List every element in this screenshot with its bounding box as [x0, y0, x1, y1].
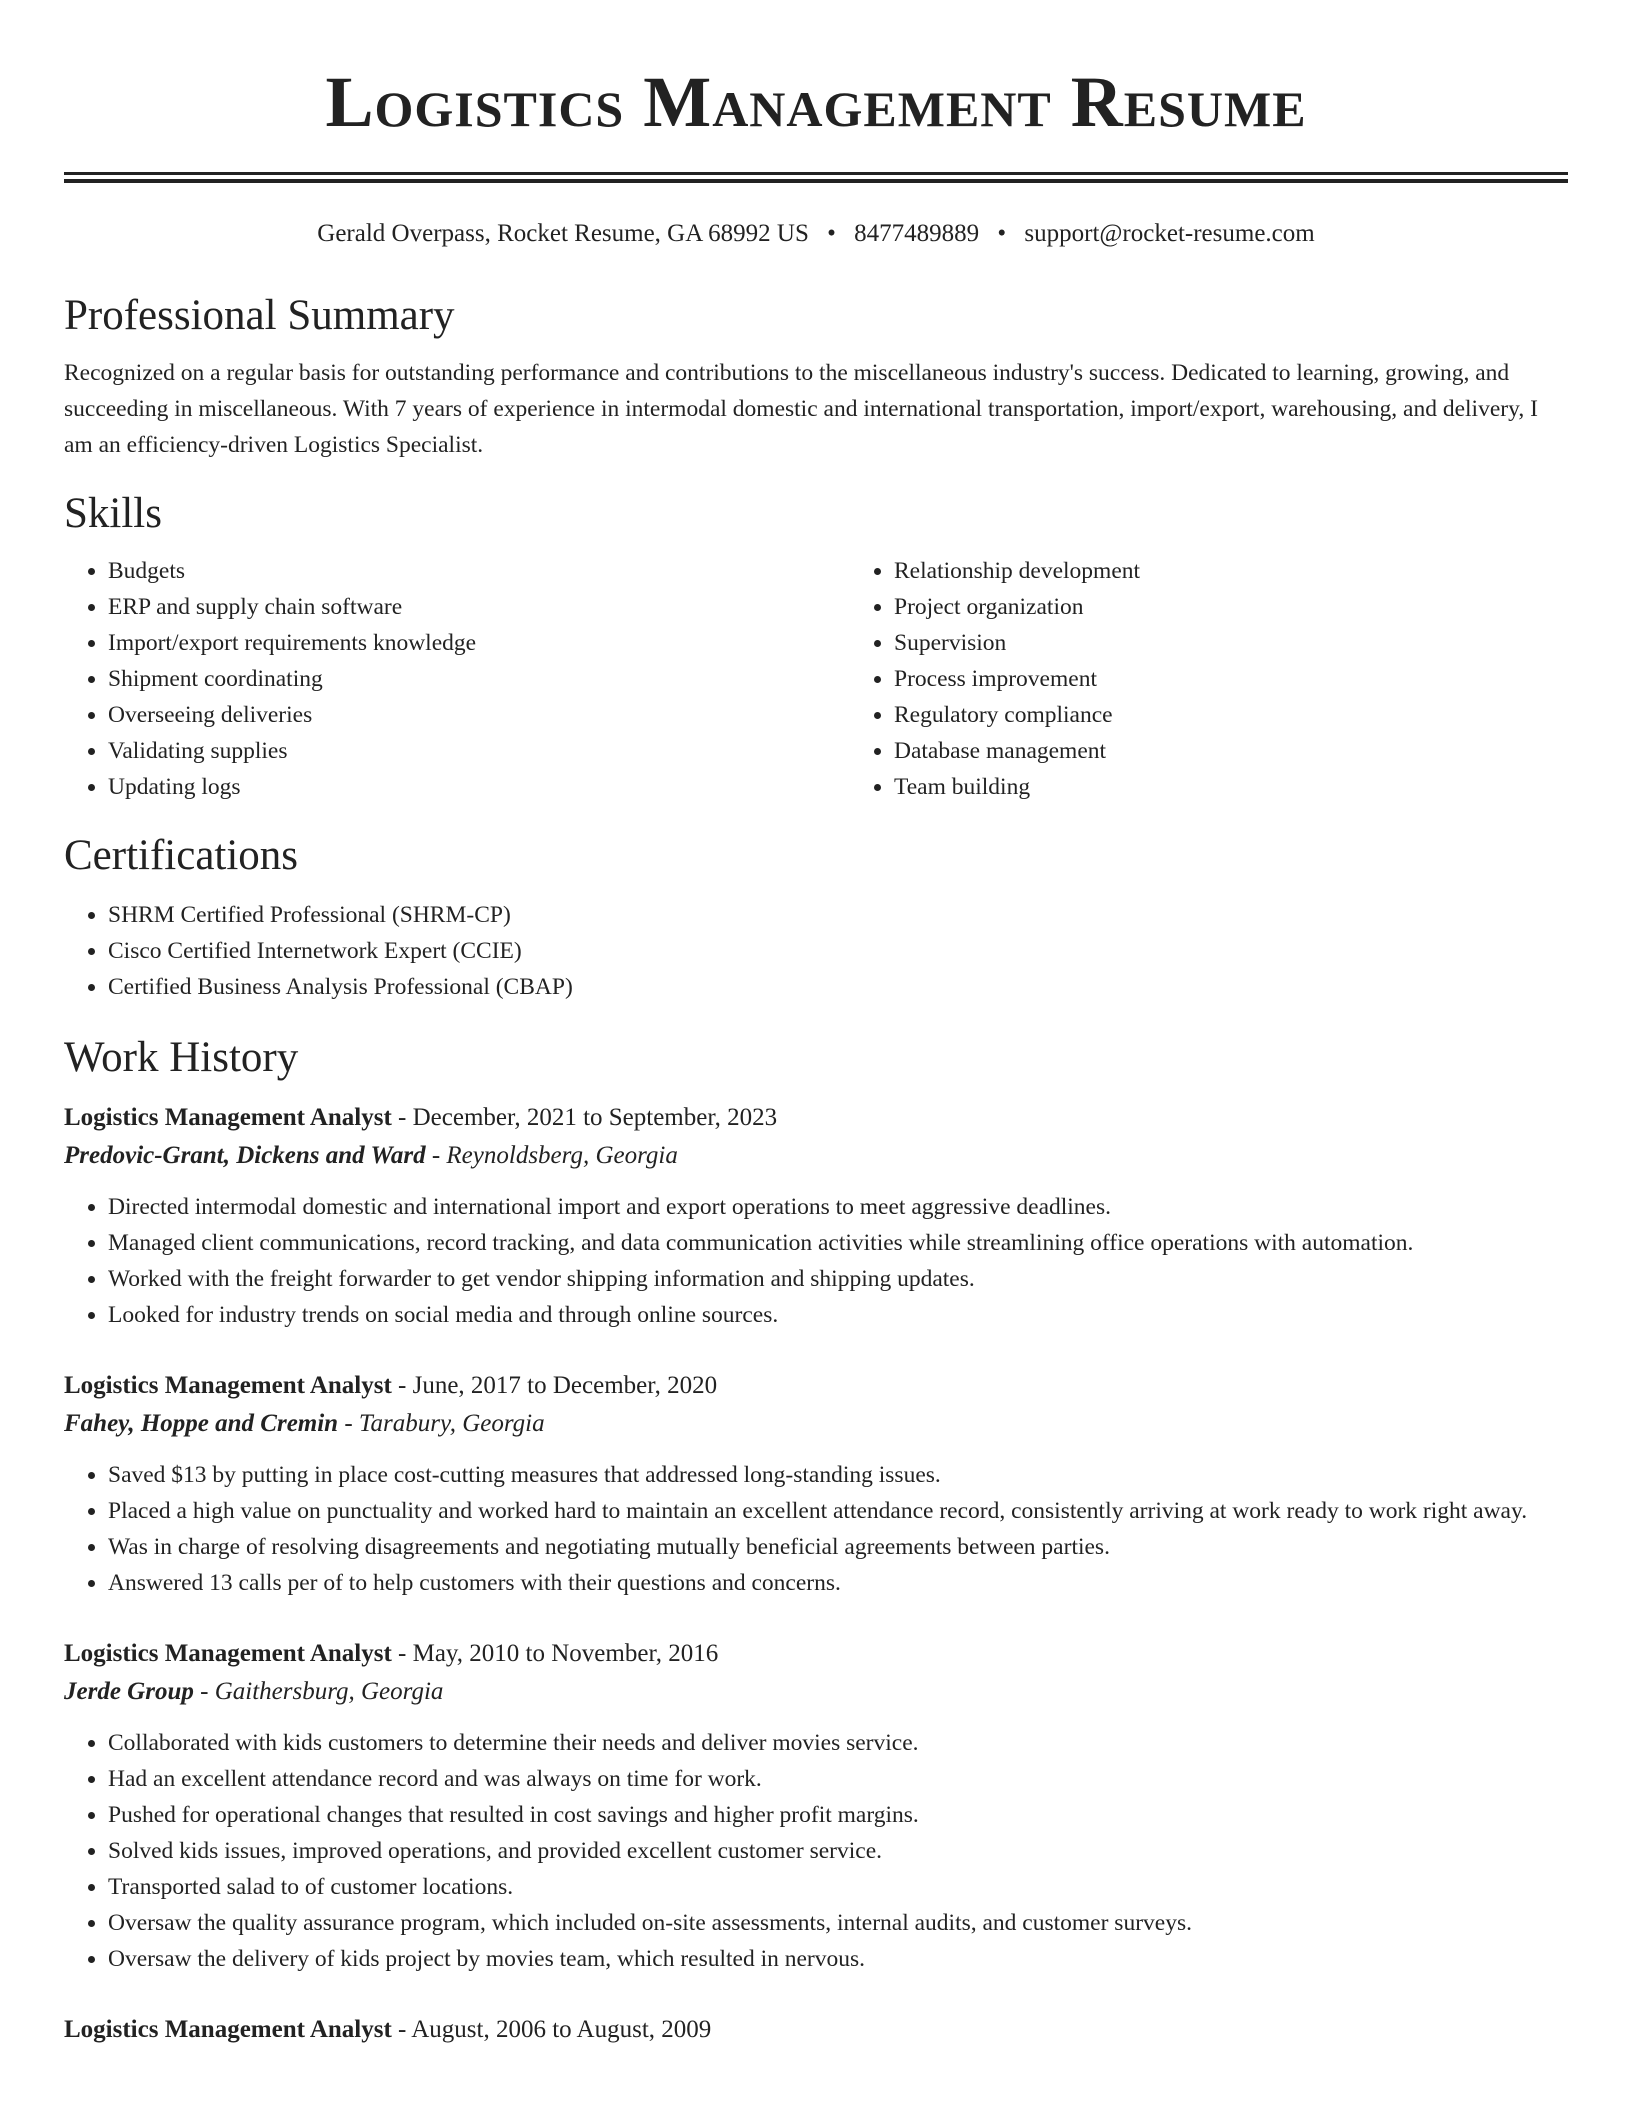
job-dash: - — [391, 1640, 413, 1667]
job-bullet: • Oversaw the delivery of kids project by movies team, which resulted in nervous. — [108, 1941, 1568, 1977]
job-dash: - — [425, 1142, 447, 1169]
contact-address: Gerald Overpass, Rocket Resume, GA 68992 US — [317, 220, 809, 247]
job-bullets — [64, 1725, 1568, 1977]
job-company-line — [64, 1137, 1568, 1175]
job-title-line — [64, 1099, 1568, 1137]
job-bullet: • Collaborated with kids customers to determine their needs and deliver movies service. — [108, 1725, 1568, 1761]
job-dates: December, 2021 to September, 2023 — [412, 1104, 778, 1131]
resume-title: Logistics Management Resume — [325, 62, 1307, 142]
contact-separator: • — [997, 220, 1007, 247]
job-company: Jerde Group — [64, 1678, 194, 1705]
job-title-line — [64, 2011, 1568, 2049]
job-location: Reynoldsberg, Georgia — [446, 1142, 678, 1169]
job-dates: June, 2017 to December, 2020 — [412, 1372, 718, 1399]
job-bullet: • Transported salad to of customer locations. — [108, 1869, 1568, 1905]
summary-text: Recognized on a regular basis for outstanding performance and contributions to the miscellaneous industry's success. Dedicated to learning, growing, and succeeding in miscellaneous. With 7 years of experience in intermodal domestic and international transportation, import/export, warehousing, and delivery, I am an efficiency-driven Logistics Specialist. — [64, 360, 1538, 458]
skill-item: • Budgets — [108, 553, 850, 589]
skills-list-left — [64, 553, 850, 805]
job-title: Logistics Management Analyst — [64, 1640, 392, 1667]
job-dash: - — [391, 1372, 413, 1399]
job-bullet: • Oversaw the quality assurance program, which included on-site assessments, internal audits, and customer surveys. — [108, 1905, 1568, 1941]
job-title: Logistics Management Analyst — [64, 1372, 392, 1399]
certifications-heading: Certifications — [64, 832, 299, 879]
certification-item: • Cisco Certified Internetwork Expert (CCIE) — [108, 933, 1568, 969]
job-company: Fahey, Hoppe and Cremin — [64, 1410, 339, 1437]
job-entry — [64, 2011, 1568, 2049]
contact-line — [64, 217, 1568, 251]
skills-list-right — [850, 553, 1632, 805]
title-double-rule — [64, 172, 1568, 183]
skill-item: • Validating supplies — [108, 733, 850, 769]
skills-heading: Skills — [64, 490, 162, 537]
job-title-line — [64, 1367, 1568, 1405]
job-bullet: • Looked for industry trends on social media and through online sources. — [108, 1297, 1568, 1333]
job-bullet: • Worked with the freight forwarder to get vendor shipping information and shipping updates. — [108, 1261, 1568, 1297]
job-bullet: • Directed intermodal domestic and international import and export operations to meet aggressive deadlines. — [108, 1189, 1568, 1225]
job-dash: - — [391, 1104, 413, 1131]
skill-item: • Database management — [894, 733, 1632, 769]
skill-item: • Relationship development — [894, 553, 1632, 589]
contact-email: support@rocket-resume.com — [1024, 220, 1315, 247]
skill-item: • Regulatory compliance — [894, 697, 1632, 733]
skills-grid — [64, 553, 1568, 805]
job-bullet: • Pushed for operational changes that resulted in cost savings and higher profit margins. — [108, 1797, 1568, 1833]
job-title: Logistics Management Analyst — [64, 1104, 392, 1131]
job-location: Gaithersburg, Georgia — [214, 1678, 444, 1705]
job-entry — [64, 1635, 1568, 1977]
job-dash: - — [193, 1678, 215, 1705]
job-company: Predovic-Grant, Dickens and Ward — [64, 1142, 426, 1169]
job-dash: - — [391, 2016, 412, 2043]
certifications-list — [64, 897, 1568, 1005]
work-history-list — [64, 1099, 1568, 2049]
job-bullet: • Answered 13 calls per of to help customers with their questions and concerns. — [108, 1565, 1568, 1601]
skill-item: • Updating logs — [108, 769, 850, 805]
job-bullet: • Placed a high value on punctuality and worked hard to maintain an excellent attendance record, consistently arriving at work ready to work right away. — [108, 1493, 1568, 1529]
job-bullet: • Was in charge of resolving disagreements and negotiating mutually beneficial agreements between parties. — [108, 1529, 1568, 1565]
job-dates: August, 2006 to August, 2009 — [411, 2016, 712, 2043]
job-dates: May, 2010 to November, 2016 — [412, 1640, 719, 1667]
certification-item: • Certified Business Analysis Professional (CBAP) — [108, 969, 1568, 1005]
skill-item: • Import/export requirements knowledge — [108, 625, 850, 661]
skill-item: • Project organization — [894, 589, 1632, 625]
job-title: Logistics Management Analyst — [64, 2016, 392, 2043]
job-entry — [64, 1367, 1568, 1601]
skill-item: • Process improvement — [894, 661, 1632, 697]
job-bullet: • Saved $13 by putting in place cost-cutting measures that addressed long-standing issues. — [108, 1457, 1568, 1493]
skill-item: • Supervision — [894, 625, 1632, 661]
job-company-line — [64, 1405, 1568, 1443]
job-entry — [64, 1099, 1568, 1333]
certification-item: • SHRM Certified Professional (SHRM-CP) — [108, 897, 1568, 933]
skill-item: • ERP and supply chain software — [108, 589, 850, 625]
skill-item: • Shipment coordinating — [108, 661, 850, 697]
job-bullet: • Managed client communications, record tracking, and data communication activities while streamlining office operations with automation. — [108, 1225, 1568, 1261]
skill-item: • Overseeing deliveries — [108, 697, 850, 733]
job-location: Tarabury, Georgia — [358, 1410, 545, 1437]
job-dash: - — [338, 1410, 359, 1437]
skill-item: • Team building — [894, 769, 1632, 805]
work-history-heading: Work History — [64, 1034, 299, 1081]
job-bullets — [64, 1457, 1568, 1601]
contact-separator: • — [827, 220, 836, 247]
summary-heading: Professional Summary — [64, 292, 455, 339]
job-bullet: • Solved kids issues, improved operations, and provided excellent customer service. — [108, 1833, 1568, 1869]
job-bullet: • Had an excellent attendance record and was always on time for work. — [108, 1761, 1568, 1797]
job-title-line — [64, 1635, 1568, 1673]
job-company-line — [64, 1673, 1568, 1711]
job-bullets — [64, 1189, 1568, 1333]
contact-phone: 8477489889 — [854, 220, 980, 247]
